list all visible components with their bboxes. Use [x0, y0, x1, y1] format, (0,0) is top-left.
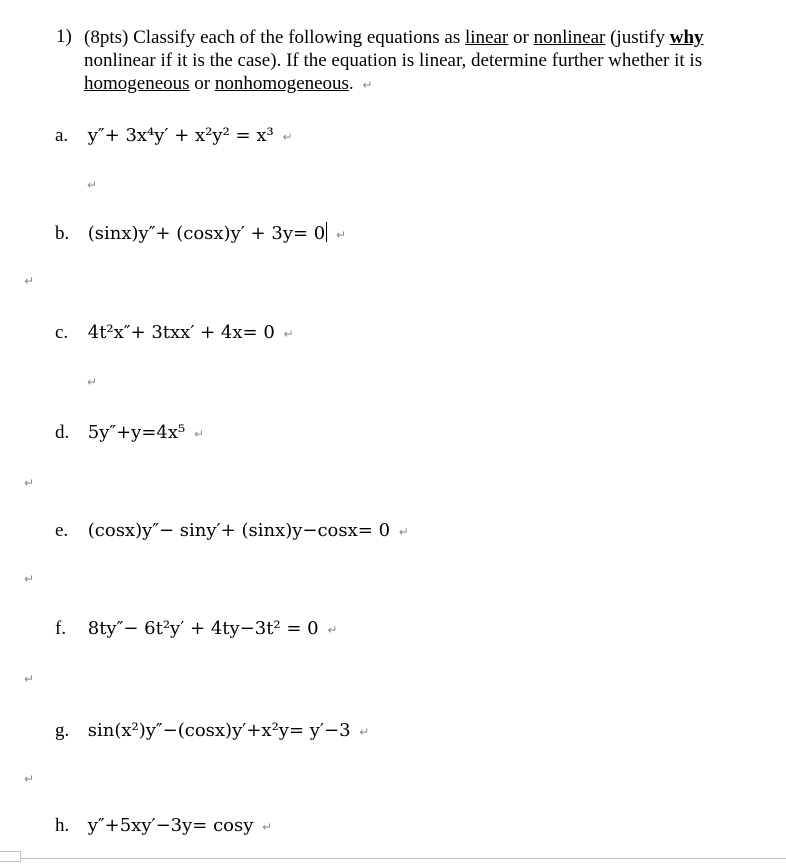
equation-text[interactable]: 8ty″− 6t²y′ + 4ty−3t² = 0: [87, 618, 319, 639]
question-text-1: Classify each of the following equations as: [133, 27, 461, 48]
equation-text[interactable]: 4t²x″+ 3txx′ + 4x= 0: [87, 322, 275, 343]
word-why: why: [669, 27, 704, 48]
equation-item-d: [55, 422, 204, 444]
item-label: g.: [55, 720, 70, 741]
paragraph-mark-icon: ↵: [87, 178, 98, 192]
paragraph-mark-icon: ↵: [24, 476, 35, 490]
item-label: c.: [55, 322, 69, 343]
equation-text[interactable]: 5y″+y=4x⁵: [87, 422, 186, 443]
equation-item-g: [55, 720, 369, 742]
equation-text[interactable]: y″+5xy′−3y= cosy: [87, 815, 254, 836]
question-points: (8pts): [84, 27, 129, 48]
page-bottom-divider: [0, 858, 786, 859]
equation-item-h: [55, 815, 272, 837]
word-or-1: or: [513, 27, 529, 48]
question-number: 1): [56, 26, 72, 47]
equation-item-c: [55, 322, 294, 344]
page-corner-tab: [0, 851, 21, 862]
equation-text[interactable]: sin(x²)y″−(cosx)y′+x²y= y′−3: [87, 720, 351, 741]
paragraph-mark-icon: ↵: [87, 375, 98, 389]
paragraph-mark-icon: ↵: [327, 623, 338, 637]
question-period: .: [348, 73, 354, 94]
word-homogeneous: homogeneous: [84, 73, 190, 94]
paragraph-mark-icon: ↵: [24, 572, 35, 586]
item-label: e.: [55, 520, 69, 541]
equation-text[interactable]: (cosx)y″− siny′+ (sinx)y−cosx= 0: [87, 520, 391, 541]
equation-item-e: [55, 520, 409, 542]
item-label: a.: [55, 125, 69, 146]
paragraph-mark-icon: ↵: [362, 78, 373, 92]
text-cursor: [326, 222, 327, 242]
paragraph-mark-icon: ↵: [283, 327, 294, 341]
paragraph-mark-icon: ↵: [398, 525, 409, 539]
equation-text[interactable]: (sinx)y″+ (cosx)y′ + 3y= 0: [87, 223, 326, 244]
question-text: [84, 26, 764, 97]
word-linear: linear: [464, 27, 509, 48]
item-label: d.: [55, 422, 70, 443]
word-or-2: or: [194, 73, 211, 94]
equation-item-f: [55, 618, 337, 640]
paragraph-mark-icon: ↵: [262, 820, 273, 834]
paragraph-mark-icon: ↵: [359, 725, 370, 739]
paragraph-mark-icon: ↵: [24, 274, 35, 288]
question-text-2: (justify: [610, 27, 665, 48]
item-label: b.: [55, 223, 70, 244]
paragraph-mark-icon: ↵: [282, 130, 293, 144]
item-label: f.: [55, 618, 67, 639]
equation-item-b: [55, 222, 346, 245]
paragraph-mark-icon: ↵: [24, 672, 35, 686]
paragraph-mark-icon: ↵: [24, 772, 35, 786]
equation-item-a: [55, 125, 293, 147]
equation-text[interactable]: y″+ 3x⁴y′ + x²y² = x³: [87, 125, 274, 146]
question-text-3: nonlinear if it is the case). If the equation is linear, determine further whether it is: [84, 50, 703, 71]
word-nonhomogeneous: nonhomogeneous: [214, 73, 349, 94]
paragraph-mark-icon: ↵: [336, 228, 347, 242]
word-nonlinear: nonlinear: [533, 27, 606, 48]
item-label: h.: [55, 815, 70, 836]
paragraph-mark-icon: ↵: [194, 427, 205, 441]
